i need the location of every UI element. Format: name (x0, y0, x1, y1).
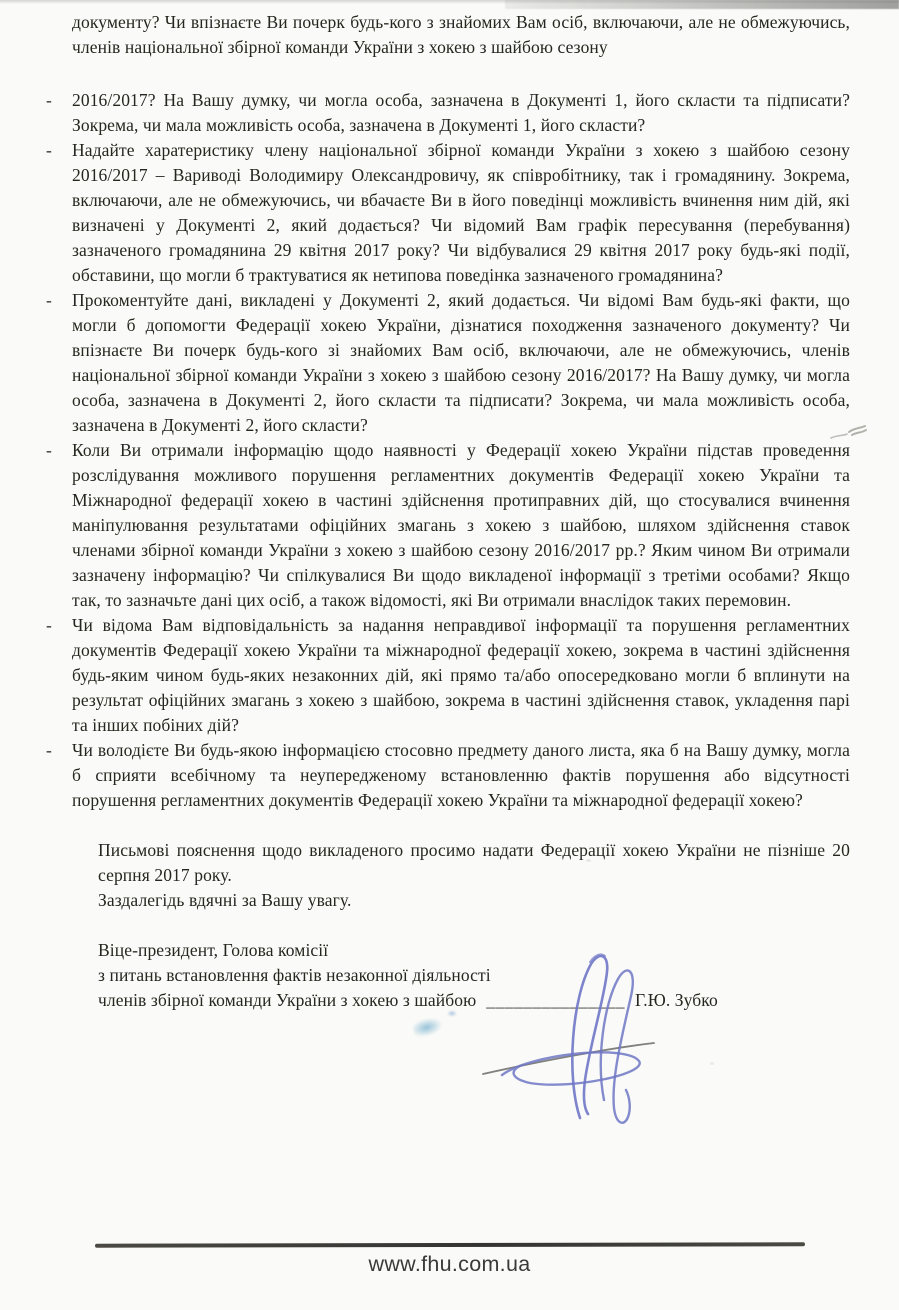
question-text: Чи володієте Ви будь-якою інформацією стосовно предмету даного листа, яка б на Вашу думку, могла б сприяти всебічному та неупередженому встановленню фактів порушення або відсутності порушення регламентних документів Федерації хокею України та міжнародної федерації хокею? (72, 740, 850, 810)
scan-artifact-band-dark (505, 0, 899, 9)
ink-smudge (447, 1010, 457, 1017)
letter-body (0, 10, 899, 1013)
question-text: Прокоментуйте дані, викладені у Документі 2, який додається. Чи відомі Вам будь-які факти, що могли б допомогти Федерації хокею України, дізнатися походження зазначеного документу? Чи впізнаєте Ви почерк будь-кого зі знайомих Вам осіб, включаючи, але не обмежуючись, членів національної збірної команди України з хокею з шайбою сезону 2016/2017? На Вашу думку, чи могла особа, зазначена в Документі 2, його скласти та підписати? Зокрема, чи мала можливість особа, зазначена в Документі 2, його скласти? (72, 290, 850, 435)
dash-bullet: - (46, 740, 52, 760)
dash-bullet: - (46, 290, 52, 310)
question-text: Коли Ви отримали інформацію щодо наявності у Федерації хокею України підстав проведення розслідування можливого порушення регламентних документів Федерації хокею України та Міжнародної федерації хокею в частині здійснення протиправних дій, що стосувалися вчинення маніпулювання результатами офіційних змагань з хокею з шайбою, шляхом здійснення ставок членами збірної команди України з хокею з шайбою сезону 2016/2017 рр.? Яким чином Ви отримали зазначену інформацію? Чи спілкувалися Ви щодо викладеної інформації з третіми особами? Якщо так, то зазначьте дані цих осіб, а також відомості, які Ви отримали внаслідок таких перемовин. (72, 440, 850, 610)
footer-website-url: www.fhu.com.ua (368, 1252, 531, 1276)
question-list (46, 88, 850, 813)
list-item (46, 138, 850, 288)
ink-smudge (411, 1015, 444, 1040)
list-item (46, 288, 850, 438)
paragraph-continuation: документу? Чи впізнаєте Ви почерк будь-кого з знайомих Вам осіб, включаючи, але не обмежуючись, членів національної збірної команди України з хокею з шайбою сезону (72, 12, 850, 57)
dash-bullet: - (46, 440, 52, 460)
signer-name: Г.Ю. Зубко (635, 990, 718, 1010)
list-item (46, 738, 850, 813)
footer-divider-line (95, 1242, 805, 1247)
paper-speck (580, 648, 584, 651)
list-item (46, 438, 850, 613)
signer-title-line3: членів збірної команди України з хокею з шайбою (98, 990, 477, 1010)
signer-title-line1: Віце-президент, Голова комісії (98, 940, 329, 960)
paper-speck (586, 859, 591, 862)
list-item (46, 613, 850, 738)
signature-underline: _______________ (486, 990, 626, 1010)
closing-paragraphs (98, 838, 850, 913)
closing-thanks: Заздалегідь вдячні за Вашу увагу. (98, 890, 352, 910)
question-text: Чи відома Вам відповідальність за надання неправдивої інформації та порушення регламентних документів Федерації хокею України та міжнародної федерації хокею, зокрема в частині здійснення будь-яким чином будь-яких незаконних дій, які прямо та/або опосередковано могли б вплинути на результат офіційних змагань з хокею з шайбою, зокрема в частині здійснення ставок, укладення парі та інших побіних дій? (72, 615, 850, 735)
question-text: 2016/2017? На Вашу думку, чи могла особа, зазначена в Документі 1, його скласти та підписати? Зокрема, чи мала можливість особа, зазначена в Документі 1, його скласти? (72, 90, 850, 135)
dash-bullet: - (46, 90, 52, 110)
pencil-mark (825, 420, 871, 446)
list-item (46, 88, 850, 138)
dash-bullet: - (46, 140, 52, 160)
dash-bullet: - (46, 615, 52, 635)
question-text: Надайте харатеристику члену національної збірної команди України з хокею з шайбою сезону 2016/2017 – Вариводі Володимиру Олександровичу, як співробітнику, так і громадянину. Зокрема, включаючи, але не обмежуючись, чи вбачаєте Ви в його поведінці можливість вчинення ним дій, які визначені у Документі 2, який додається? Чи відомий Вам графік пересування (перебування) зазначеного громадянина 29 квітня 2017 року? Чи відбувалися 29 квітня 2017 року будь-які події, обставини, що могли б трактуватися як нетипова поведінка зазначеного громадянина? (72, 140, 850, 285)
signer-title-line2: з питань встановлення фактів незаконної діяльності (98, 965, 491, 985)
signature-block (98, 938, 850, 1013)
paper-speck (710, 1062, 714, 1065)
signature-line (98, 988, 850, 1013)
closing-request: Письмові пояснення щодо викладеного просимо надати Федерації хокею України не пізніше 20 серпня 2017 року. (98, 840, 850, 885)
